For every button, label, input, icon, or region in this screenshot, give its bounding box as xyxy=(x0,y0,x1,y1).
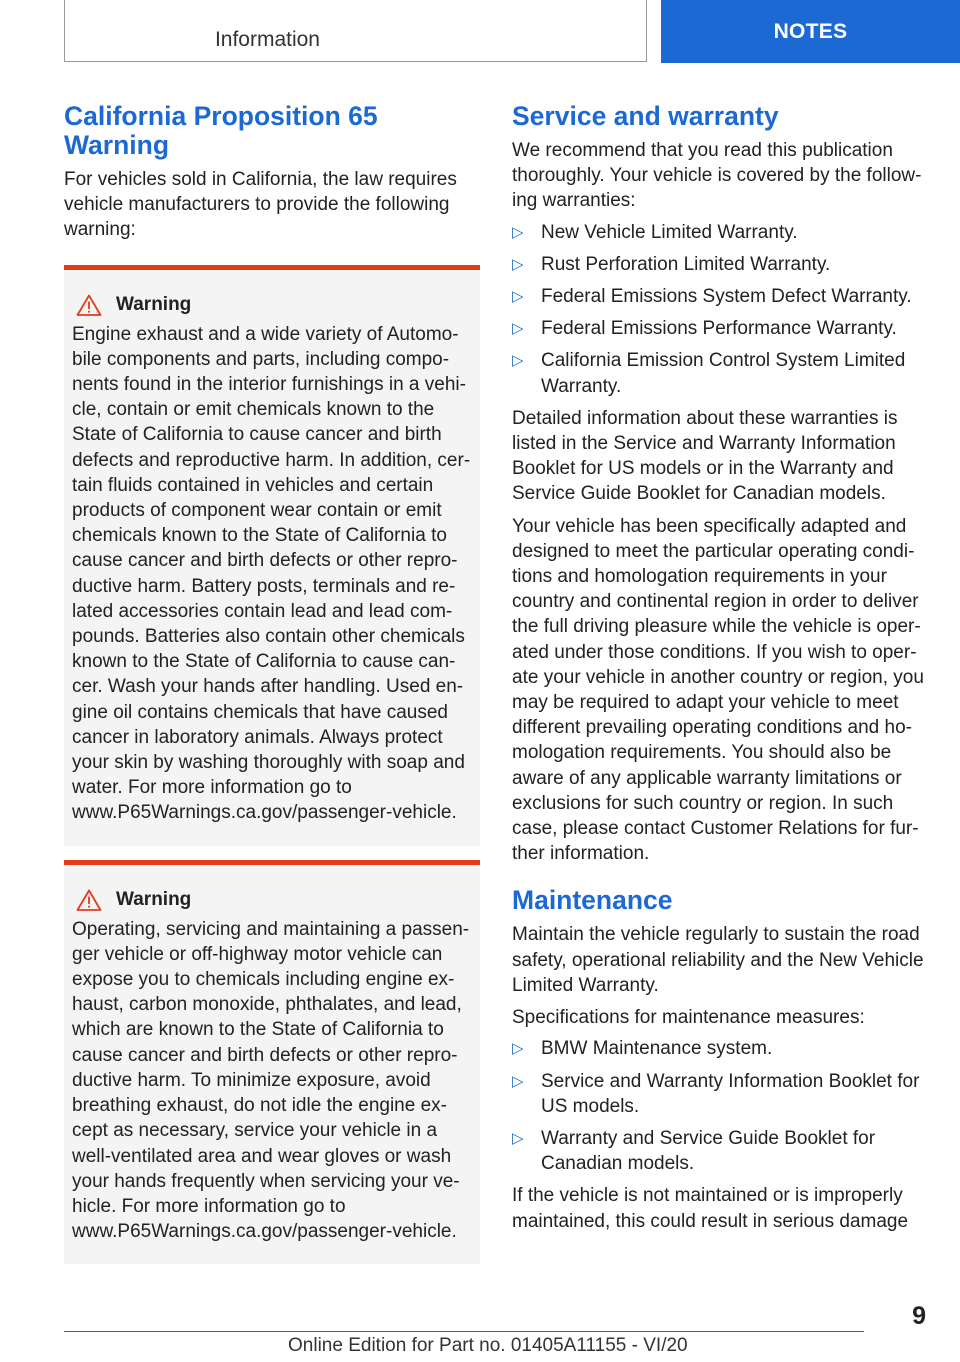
warning-line: water. For more information go to xyxy=(72,777,352,799)
list-item xyxy=(512,348,926,398)
warning-line: products of component wear contain or emit xyxy=(72,500,442,522)
list-item xyxy=(512,1126,926,1176)
warning-line: cancer in laboratory animals. Always protect xyxy=(72,726,443,748)
triangle-bullet-icon: ▷ xyxy=(512,288,524,306)
warning-line: cept as necessary, service your vehicle in a xyxy=(72,1120,438,1142)
list-item xyxy=(512,316,926,341)
warning-line: cer. Wash your hands after handling. Used en- xyxy=(72,676,464,698)
footer-edition: Online Edition for Part no. 01405A11155 - VI/20 xyxy=(288,1335,688,1356)
section-title-prop65: California Proposition 65 Warning xyxy=(64,101,378,160)
triangle-bullet-icon: ▷ xyxy=(512,320,524,338)
section-title-maintenance: Maintenance xyxy=(512,885,673,916)
warranty-list xyxy=(512,220,926,399)
list-item-text: California Emission Control System Limited Warranty. xyxy=(541,350,906,397)
adaptation-paragraph: Your vehicle has been specifically adapted and designed to meet the particular operating condi-tions and homologation requirements in your country and continental region in order to deliver the full driving pleasure while the vehicle is oper-ated under those conditions. If you wish to oper-ate your vehicle in another country or region, you may be required to adapt your vehicle to meet different prevailing operating conditions and ho-mologation requirements. You should also be aware of any applicable warranty limitations or exclusions for such country or region. In such case, please contact Customer Relations for fur-ther information. xyxy=(512,515,924,865)
list-item xyxy=(512,284,926,309)
warning-link[interactable]: www.P65Warnings.ca.gov/passenger-vehicle. xyxy=(72,802,457,824)
page-number: 9 xyxy=(912,1302,926,1330)
list-item-text: Warranty and Service Guide Booklet for Canadian models. xyxy=(541,1127,876,1175)
service-intro: We recommend that you read this publication thoroughly. Your vehicle is covered by the follow-ing warranties: xyxy=(512,140,922,212)
list-item-text: Rust Perforation Limited Warranty. xyxy=(541,253,831,275)
section-title-service: Service and warranty xyxy=(512,101,779,131)
warning-triangle-icon xyxy=(76,889,102,911)
warning-line: your skin by washing thoroughly with soap and xyxy=(72,752,465,774)
maintenance-intro: Maintain the vehicle regularly to sustain the road safety, operational reliability and the New Vehicle Limited Warranty. xyxy=(512,924,924,996)
warning-line: ger vehicle or off-highway motor vehicle can xyxy=(72,943,443,965)
warning-line: pounds. Batteries also contain other chemicals xyxy=(72,626,465,648)
warning-line: cause cancer and birth defects or other repro- xyxy=(72,550,458,572)
list-item xyxy=(512,252,926,277)
header-frame xyxy=(64,0,647,62)
warning-text xyxy=(72,322,472,826)
tab-notes-label: NOTES xyxy=(773,19,848,43)
left-column xyxy=(64,102,480,1264)
list-item-text: BMW Maintenance system. xyxy=(541,1038,773,1060)
warning-box xyxy=(64,860,480,1265)
warning-line: cause cancer and birth defects or other repro- xyxy=(72,1044,458,1066)
triangle-bullet-icon: ▷ xyxy=(512,352,524,370)
list-item xyxy=(512,220,926,245)
specification-list xyxy=(512,1036,926,1176)
warning-line: expose you to chemicals including engine ex- xyxy=(72,969,455,991)
warning-title: Warning xyxy=(116,293,192,315)
warning-text xyxy=(72,917,472,1245)
warning-line: breathing exhaust, do not idle the engine ex- xyxy=(72,1095,447,1117)
warning-line: nents found in the interior furnishings in a vehi- xyxy=(72,374,466,396)
warning-line: chemicals known to the State of California to xyxy=(72,525,447,547)
warning-title: Warning xyxy=(116,888,192,910)
warning-line: lated accessories contain lead and lead com- xyxy=(72,600,453,622)
warning-line: tain fluids contained in vehicles and certain xyxy=(72,474,434,496)
list-item-text: New Vehicle Limited Warranty. xyxy=(541,221,798,243)
warning-line: bile components and parts, including compo- xyxy=(72,348,450,370)
tab-notes[interactable] xyxy=(661,0,960,63)
prop65-intro: For vehicles sold in California, the law requires vehicle manufacturers to provide the following warning: xyxy=(64,169,457,241)
right-column xyxy=(512,102,926,1234)
warning-line: State of California to cause cancer and birth xyxy=(72,424,442,446)
warning-line: which are known to the State of California to xyxy=(72,1019,444,1041)
list-item-text: Federal Emissions Performance Warranty. xyxy=(541,318,897,340)
triangle-bullet-icon: ▷ xyxy=(512,255,524,273)
warning-box xyxy=(64,265,480,846)
warning-line: hicle. For more information go to xyxy=(72,1195,346,1217)
warning-line: ductive harm. To minimize exposure, avoid xyxy=(72,1069,431,1091)
warning-triangle-icon xyxy=(76,294,102,316)
warning-line: known to the State of California to cause can- xyxy=(72,651,456,673)
warning-link[interactable]: www.P65Warnings.ca.gov/passenger-vehicle. xyxy=(72,1221,457,1243)
warning-line: gine oil contains chemicals that have caused xyxy=(72,701,449,723)
list-item xyxy=(512,1069,926,1119)
header-section-title: Information xyxy=(214,28,320,51)
warning-line: defects and reproductive harm. In addition, cer- xyxy=(72,449,471,471)
warning-line: ductive harm. Battery posts, terminals and re- xyxy=(72,575,456,597)
triangle-bullet-icon: ▷ xyxy=(512,1072,524,1090)
maintenance-closing: If the vehicle is not maintained or is improperly maintained, this could result in serious damage xyxy=(512,1185,909,1232)
warning-line: haust, carbon monoxide, phthalates, and lead, xyxy=(72,994,462,1016)
list-item-text: Federal Emissions System Defect Warranty. xyxy=(541,286,912,308)
specifications-intro: Specifications for maintenance measures: xyxy=(512,1007,865,1029)
warning-line: your hands frequently when servicing your ve- xyxy=(72,1170,460,1192)
list-item xyxy=(512,1036,926,1061)
list-item-text: Service and Warranty Information Booklet for US models. xyxy=(541,1070,920,1117)
triangle-bullet-icon: ▷ xyxy=(512,1040,524,1058)
triangle-bullet-icon: ▷ xyxy=(512,223,524,241)
warning-line: well-ventilated area and wear gloves or wash xyxy=(72,1145,452,1167)
warranty-detail-paragraph: Detailed information about these warranties is listed in the Service and Warranty Information Booklet for US models or in the Warranty and Service Guide Booklet for Canadian models. xyxy=(512,407,898,505)
warning-line: Engine exhaust and a wide variety of Automo- xyxy=(72,323,459,345)
warning-line: Operating, servicing and maintaining a passen- xyxy=(72,918,470,940)
warning-line: cle, contain or emit chemicals known to the xyxy=(72,399,435,421)
triangle-bullet-icon: ▷ xyxy=(512,1129,524,1147)
footer-divider xyxy=(64,1331,864,1332)
